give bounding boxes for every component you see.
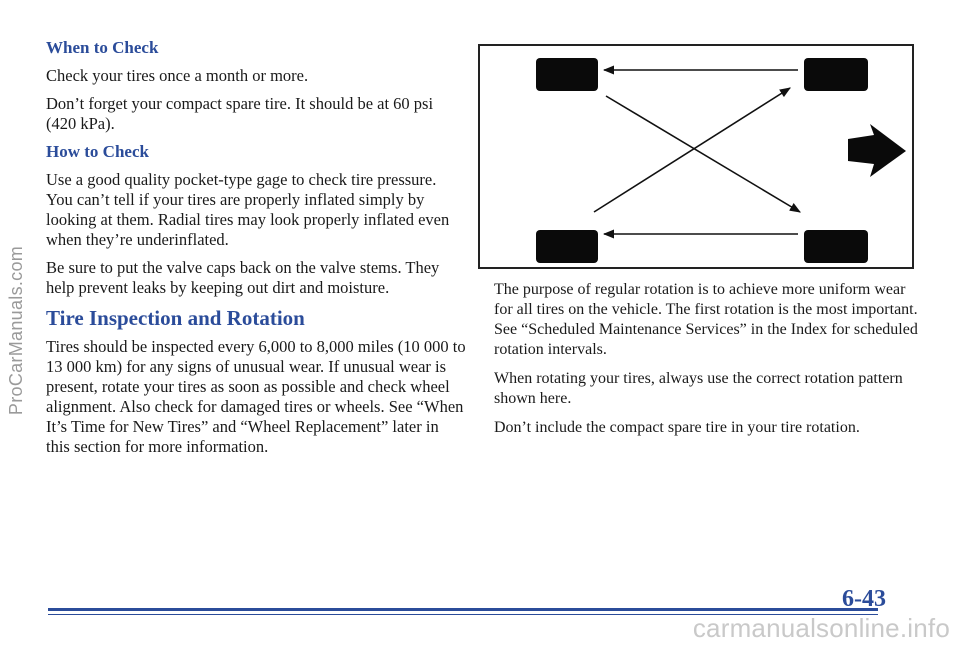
tire-inspection-paragraph: Tires should be inspected every 6,000 to 8,000 miles (10 000 to 13 000 km) for any signs of unusual wear. If unusual wear is present, rotate your tires as soon as possible and check wheel alignment. Also check for damaged tires or wheels. See “When It’s Time for New Tires” and “Wheel Replacement” later in this section for more information. [46,337,466,456]
how-to-check-paragraph-2: Be sure to put the valve caps back on the valve stems. They help prevent leaks by keeping out dirt and moisture. [46,258,440,297]
tire-rotation-diagram [478,44,914,269]
rotation-pattern-paragraph: When rotating your tires, always use the correct rotation pattern shown here. [494,370,903,407]
when-to-check-paragraph-1: Check your tires once a month or more. [46,66,309,85]
footer-watermark: carmanualsonline.info [692,613,950,643]
right-column [494,280,924,447]
tire-front-right [804,58,868,91]
when-to-check-paragraph-2: Don’t forget your compact spare tire. It should be at 60 psi (420 kPa). [46,94,434,133]
tire-rear-right [804,230,868,263]
tire-rear-left [536,230,598,263]
how-to-check-paragraph-1: Use a good quality pocket-type gage to check tire pressure. You can’t tell if your tires are properly inflated simply by looking at them. Radial tires may look properly inflated even when they’re underinflated. [46,170,450,249]
how-to-check-heading: How to Check [46,142,149,161]
tire-rotation-svg [478,44,914,269]
side-watermark [4,150,30,510]
side-watermark-text: ProCarManuals.com [6,245,27,415]
tire-front-left [536,58,598,91]
rotation-purpose-paragraph: The purpose of regular rotation is to achieve more uniform wear for all tires on the vehicle. The first rotation is the most important. See “Scheduled Maintenance Services” in the Index for scheduled rotation intervals. [494,281,918,358]
left-column [46,38,466,465]
tire-inspection-heading: Tire Inspection and Rotation [46,306,305,330]
page-number: 6-43 [842,586,886,612]
when-to-check-heading: When to Check [46,38,159,57]
compact-spare-paragraph: Don’t include the compact spare tire in your tire rotation. [494,419,860,436]
